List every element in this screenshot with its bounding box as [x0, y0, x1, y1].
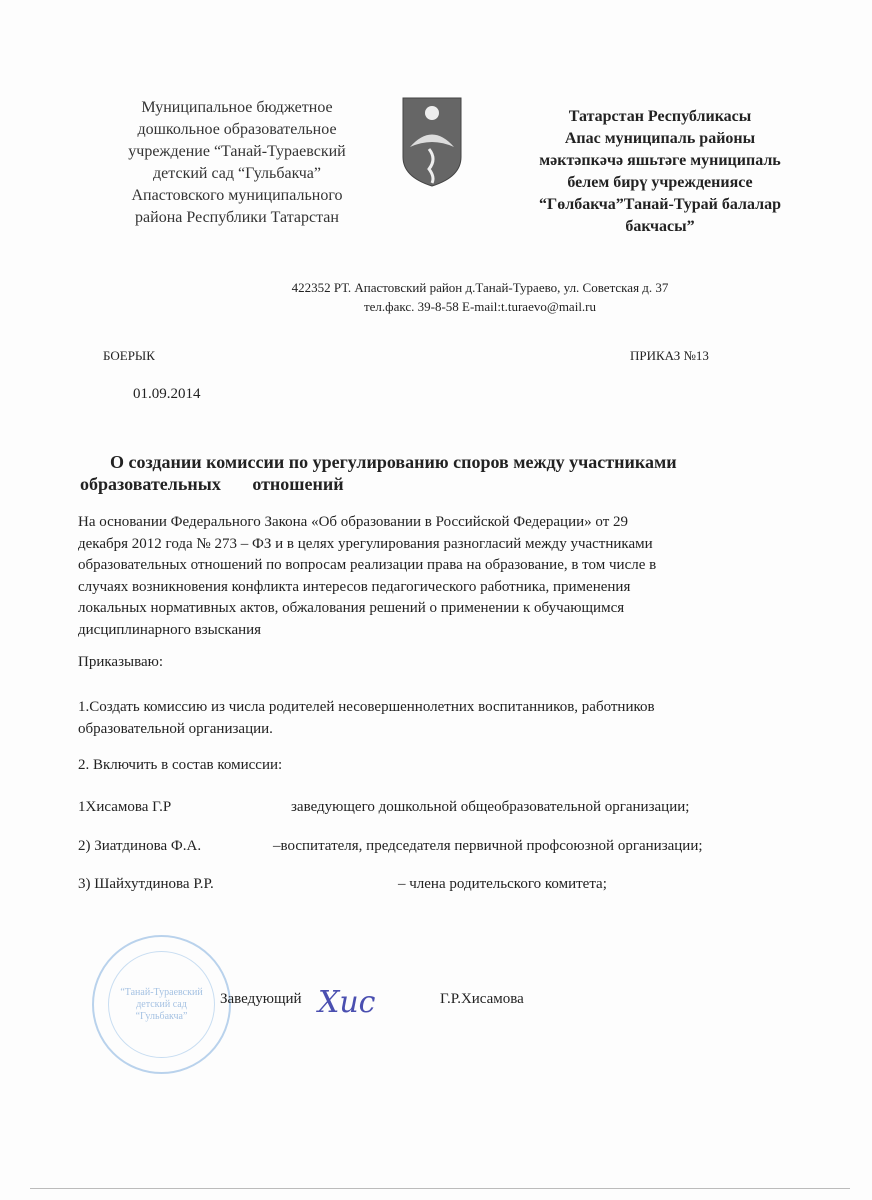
contact-line: тел.факс. 39-8-58 E-mail:t.turaevo@mail.ru [363, 299, 597, 314]
body-line: случаях возникновения конфликта интересов педагогического работника, применения [78, 578, 631, 595]
title-line: О создании комиссии по урегулированию споров между участниками [110, 452, 677, 472]
header-line: белем бирү учреждениясе [567, 174, 753, 191]
coat-of-arms-icon [402, 97, 462, 187]
seal-stamp [92, 935, 231, 1074]
body-line: дисциплинарного взыскания [78, 621, 262, 638]
page-edge-line [30, 1188, 850, 1189]
header-line: учреждение “Танай-Тураевский [128, 143, 346, 160]
header-line: Муниципальное бюджетное [141, 99, 333, 116]
header-line: “Гөлбакча”Танай-Турай балалар [539, 196, 781, 213]
signature: Хис [318, 985, 376, 1020]
seal-line: “Гульбакча” [135, 1010, 188, 1022]
item-line: 1.Создать комиссию из числа родителей несовершеннолетних воспитанников, работников [78, 699, 655, 715]
seal-text [108, 951, 215, 1058]
item-1 [78, 697, 778, 740]
address [220, 278, 740, 316]
header-line: дошкольное образовательное [137, 121, 337, 138]
header-line: детский сад “Гульбакча” [153, 165, 321, 182]
body-line: На основании Федерального Закона «Об образовании в Российской Федерации» от 29 [78, 514, 628, 530]
member-role: –воспитателя, председателя первичной профсоюзной организации; [273, 838, 703, 854]
body-line: декабря 2012 года № 273 – ФЗ и в целях урегулирования разногласий между участниками [78, 535, 653, 552]
member-name: 2) Зиатдинова Ф.А. [78, 838, 202, 854]
header-line: района Республики Татарстан [135, 209, 339, 226]
address-line: 422352 РТ. Апастовский район д.Танай-Тураево, ул. Советская д. 37 [291, 280, 669, 295]
header-line: мәктәпкәчә яшьтәге муниципаль [539, 152, 781, 169]
order-number: ПРИКАЗ №13 [630, 348, 709, 363]
item-2: 2. Включить в состав комиссии: [78, 757, 283, 773]
sign-title: Заведующий [220, 991, 302, 1007]
header-line: бакчасы” [625, 218, 695, 235]
member-name: 1Хисамова Г.Р [78, 799, 172, 815]
header-right [505, 106, 815, 238]
member-role: – члена родительского комитета; [398, 876, 607, 892]
order-word: Приказываю: [78, 654, 163, 670]
seal-line: детский сад [136, 998, 187, 1010]
title-line: образовательных отношений [80, 474, 344, 494]
boeryk-label: БОЕРЫК [103, 348, 155, 363]
sign-name: Г.Р.Хисамова [440, 991, 524, 1007]
header-line: Апас муниципаль районы [564, 130, 756, 147]
body-line: локальных нормативных актов, обжалования решений о применении к обучающимся [78, 600, 625, 616]
order-title [80, 451, 677, 495]
header-line: Татарстан Республикасы [568, 108, 752, 125]
order-date: 01.09.2014 [133, 386, 201, 402]
header-line: Апастовского муниципального [131, 187, 343, 204]
header-left [92, 97, 382, 229]
member-name: 3) Шайхутдинова Р.Р. [78, 876, 214, 892]
body-line: образовательных отношений по вопросам реализации права на образование, в том числе в [78, 557, 657, 573]
order-preamble [78, 512, 778, 641]
seal-line: “Танай-Тураевский [120, 986, 203, 998]
item-line: образовательной организации. [78, 720, 273, 737]
member-role: заведующего дошкольной общеобразовательной организации; [291, 799, 690, 815]
